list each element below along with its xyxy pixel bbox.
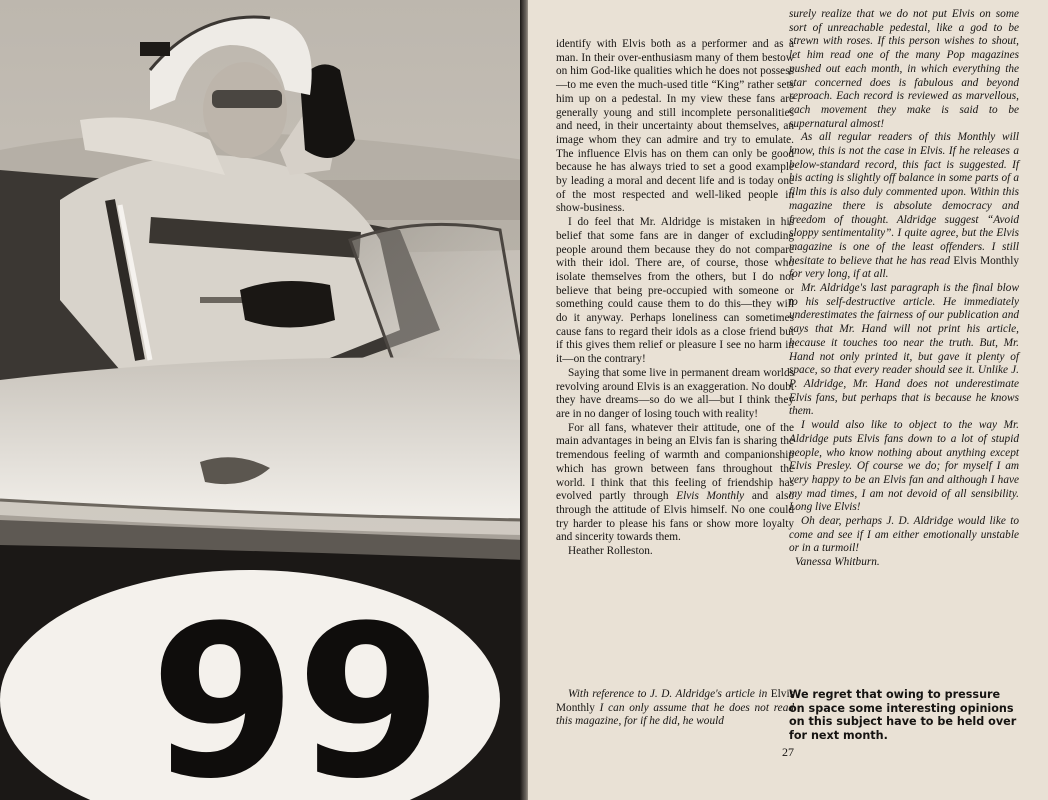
magazine-title: Elvis Monthly <box>556 688 794 714</box>
paragraph-text: As all regular readers of this Monthly will know, this is not the case in Elvis. If he releases a below-standard record, this fact is suggested. If his acting is slightly off balance in some parts of a film this is also duly commented upon. Within this magazine there is absolute democracy and freedom of thought. Aldridge suggest “Avoid sloppy sentimentality”. I quite agree, but the Elvis magazine is one of the least offenders. I still hesitate to believe that he has read <box>789 131 1019 267</box>
paragraph <box>789 131 1019 282</box>
article-column-left-bottom <box>556 688 794 729</box>
paragraph: Mr. Aldridge's last paragraph is the final blow to his self-destructive article. He immediately underestimates the fairness of our publication and says that Mr. Hand will not print his article, because it touches too near the truth. But, Mr. Hand not only printed it, but gave it plenty of space, so that every reader should see it. Unlike J. P. Aldridge, Mr. Hand does not underestimate Elvis fans, but perhaps that is because he knows them. <box>789 282 1019 418</box>
article-page <box>528 0 1048 800</box>
paragraph-text: for very long, if at all. <box>789 268 889 281</box>
page-number: 27 <box>782 745 794 759</box>
paragraph-text: For all fans, whatever their attitude, one of the main advantages in being an Elvis fan is sharing the tremendous feeling of warmth and companionship which has grown between fans throughout the world. I think that this feeling of friendship has evolved partly through <box>556 421 794 503</box>
paragraph-text: With reference to J. D. Aldridge's article in <box>568 688 771 700</box>
paragraph: I would also like to object to the way Mr. Aldridge puts Elvis fans down to a lot of stupid people, who know nothing about anything except Elvis Presley. Of course we do; for myself I am very happy to be an Elvis fan and although I have my mad times, I am not devoid of all sensibility. Long live Elvis! <box>789 419 1019 514</box>
paragraph-text: I can only assume that he does not read this magazine, for if he did, he would <box>556 701 794 728</box>
car-number: 99 <box>150 580 443 800</box>
paragraph: identify with Elvis both as a performer and as a man. In their over-enthusiasm many of them bestow on him God-like qualities which he does not possess—to me even the much-used title “King” rather sets him up on a pedestal. In my view these fans are generally young and still incomplete personalities and need, in their uncertainty about themselves, an image whom they can admire and try to emulate. The influence Elvis has on them can only be good because he has always tried to set a good example by leading a moral and decent life and is today one of the most respected and well-liked people in show-business. <box>556 38 794 215</box>
paragraph <box>556 422 794 545</box>
paragraph-text: and also through the attitude of Elvis himself. No one could try harder to please his fans or show more loyalty and sincerity towards them. <box>556 490 794 544</box>
article-column-left <box>556 38 794 559</box>
paragraph: surely realize that we do not put Elvis on some sort of unreachable pedestal, like a god to be strewn with roses. If this person wishes to shout, let him read one of the many Pop magazines pushed out each month, in which everything the star concerned does is fabulous and beyond reproach. Each record is reviewed as marvellous, each movement they make is said to be supernatural almost! <box>789 8 1019 130</box>
magazine-title: Elvis Monthly <box>676 490 745 503</box>
paragraph: I do feel that Mr. Aldridge is mistaken in his belief that some fans are in danger of excluding people around them because they do not compare with their idol. There are, of course, those who isolate themselves from the others, but I do not believe that being pre-occupied with someone or something could cause them to do this—they will do it anyway. Perhaps loneliness can sometimes cause fans to regard their idols as a close friend but if this gives them relief or pleasure I see no harm in it—on the contrary! <box>556 216 794 366</box>
signature-heather: Heather Rolleston. <box>568 545 653 558</box>
paragraph: Oh dear, perhaps J. D. Aldridge would like to come and see if I am either emotionally unstable or in a turmoil! <box>789 515 1019 555</box>
paragraph <box>556 688 794 729</box>
paragraph: Saying that some live in permanent dream worlds revolving around Elvis is an exaggeration. No doubt they have dreams—so do we all—but I think they are in no danger of losing touch with reality! <box>556 366 794 420</box>
magazine-title: Elvis Monthly <box>953 254 1019 267</box>
article-column-right <box>789 8 1019 570</box>
editor-note: We regret that owing to pressure on space some interesting opinions on this subject have to be held over for next month. <box>789 688 1017 742</box>
signature-vanessa: Vanessa Whitburn. <box>795 556 880 569</box>
